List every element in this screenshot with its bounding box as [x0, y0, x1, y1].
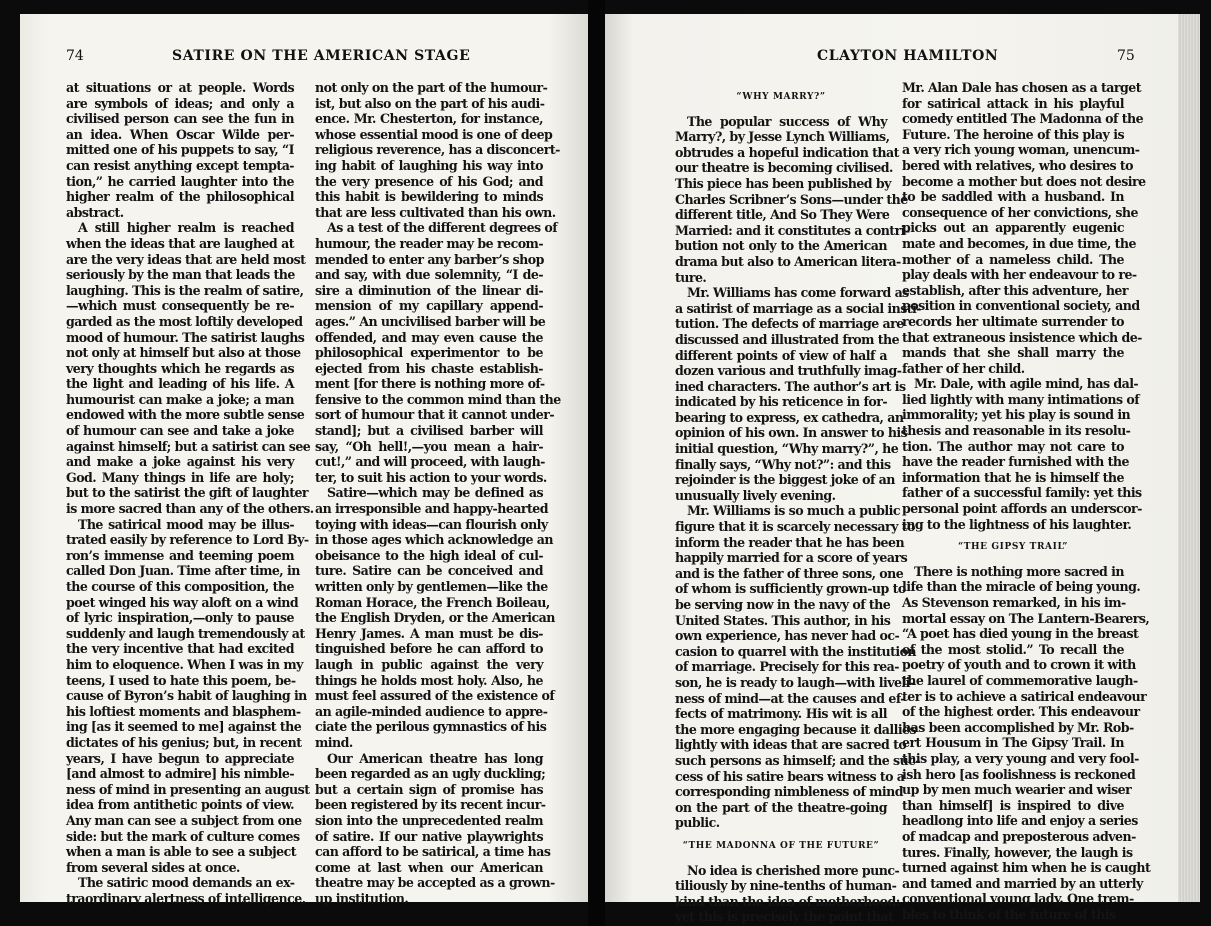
text-line: the course of this composition, the: [66, 579, 294, 594]
text-line: can afford to be satirical, a time has: [315, 844, 551, 860]
text-line: lightly with ideas that are sacred to: [675, 737, 907, 753]
text-line: and make a joke against his very: [66, 454, 294, 470]
text-line: an idea. When Oscar Wilde per-: [66, 126, 294, 142]
text-line: ejected from his chaste establish-: [315, 360, 543, 376]
text-line: fects of matrimony. His wit is all: [675, 706, 887, 722]
text-line: of marriage. Precisely for this rea-: [675, 659, 899, 675]
text-line: say, “Oh hell!,—you mean a hair-: [315, 438, 543, 454]
text-line: Our American theatre has long: [327, 750, 543, 766]
text-line: mension of my capillary append-: [315, 298, 543, 314]
text-line: whose essential mood is one of deep: [315, 126, 553, 142]
text-line: things he holds most holy. Also, he: [315, 672, 543, 688]
text-line: dictates of his genius; but, in recent: [66, 734, 302, 750]
text-line: trated easily by reference to Lord By-: [66, 532, 309, 548]
text-line: humour, the reader may be recom-: [315, 235, 543, 251]
text-line: of the highest order. This endeavour: [902, 704, 1140, 720]
text-line: drama but also to American litera-: [675, 253, 901, 269]
text-line: higher realm of the philosophical: [66, 189, 294, 205]
text-line: casion to quarrel with the institution: [675, 643, 917, 659]
text-line: bered with relatives, who desires to: [902, 157, 1134, 173]
text-line: of satire. If our native playwrights: [315, 828, 543, 844]
text-line: Mr. Alan Dale has chosen as a target: [902, 80, 1141, 95]
text-line: bution not only to the American: [675, 238, 887, 254]
page-number-right: 75: [1117, 48, 1135, 64]
text-line: offended, and may even cause the: [315, 329, 543, 345]
text-line: than himself] is inspired to dive: [902, 797, 1124, 813]
text-line: tiliously by nine-tenths of human-: [675, 878, 897, 894]
text-line: A still higher realm is reached: [78, 220, 294, 236]
text-line: kind than the idea of motherhood:: [675, 893, 900, 909]
text-line: up institution.: [315, 890, 409, 906]
text-line: information that he is himself the: [902, 469, 1124, 485]
text-line: the very incentive that had excited: [66, 641, 294, 657]
text-line: cess of his satire bears witness to a: [675, 768, 905, 784]
text-line: years, I have begun to appreciate: [66, 750, 294, 766]
text-line: idea from antithetic points of view.: [66, 797, 294, 813]
text-line: Any man can see a subject from one: [66, 812, 302, 828]
text-line: comedy entitled The Madonna of the: [902, 111, 1144, 127]
text-line: suddenly and laugh tremendously at: [66, 625, 305, 641]
text-line: come at last when our American: [315, 859, 543, 875]
text-line: an irresponsible and happy-hearted: [315, 501, 548, 517]
text-line: not only on the part of the humour-: [315, 80, 548, 95]
text-line: toying with ideas—can flourish only: [315, 516, 548, 532]
text-line: of humour can see and take a joke: [66, 423, 294, 439]
text-line: tinguished before he can afford to: [315, 641, 543, 657]
text-line: ron’s immense and teeming poem: [66, 547, 294, 563]
text-line: of madcap and preposterous adven-: [902, 828, 1136, 844]
text-line: religious reverence, has a disconcert-: [315, 142, 560, 158]
left-column-1: [66, 80, 314, 906]
text-line: inform the reader that he has been: [675, 534, 905, 550]
text-line: has been accomplished by Mr. Rob-: [902, 719, 1134, 735]
text-line: unusually lively evening.: [675, 487, 836, 503]
text-line: sion into the unprecedented realm: [315, 812, 543, 828]
text-line: ture. Satire can be conceived and: [315, 563, 543, 579]
text-line: picks out an apparently eugenic: [902, 220, 1124, 236]
text-line: this habit is bewildering to minds: [315, 189, 543, 205]
text-line: from several sides at once.: [66, 859, 240, 875]
text-line: Future. The heroine of this play is: [902, 126, 1124, 142]
text-line: As a test of the different degrees of: [327, 220, 558, 236]
text-line: theatre may be accepted as a grown-: [315, 875, 555, 891]
text-line: bles to think of the future of this: [902, 906, 1116, 922]
text-line: be serving now in the navy of the: [675, 597, 891, 612]
text-line: mate and becomes, in due time, the: [902, 235, 1136, 251]
text-line: have the reader furnished with the: [902, 454, 1129, 470]
text-line: lied lightly with many intimations of: [902, 391, 1140, 407]
text-line: on the part of the theatre-going: [675, 799, 887, 815]
text-line: mended to enter any barber’s shop: [315, 251, 544, 267]
text-line: ages.” An uncivilised barber will be: [315, 313, 546, 329]
section-gap: [902, 556, 1124, 564]
text-line: mitted one of his puppets to say, “I: [66, 142, 294, 158]
text-line: mands that she shall marry the: [902, 345, 1124, 361]
section-gap: [902, 532, 1124, 540]
left-column-2: [315, 80, 561, 906]
text-line: own experience, has never had oc-: [675, 628, 900, 644]
text-line: can resist anything except tempta-: [66, 157, 294, 173]
section-heading-why-marry: “WHY MARRY?”: [736, 92, 826, 102]
text-line: This piece has been published by: [675, 175, 891, 191]
text-line: teens, I used to hate this poem, be-: [66, 672, 296, 688]
text-line: Mr. Williams is so much a public: [687, 503, 900, 519]
text-line: [and almost to admire] his nimble-: [66, 766, 294, 782]
text-line: No idea is cherished more punc-: [687, 862, 900, 878]
text-line: mood of humour. The satirist laughs: [66, 329, 305, 345]
text-line: in those ages which acknowledge an: [315, 532, 554, 548]
text-line: civilised person can see the fun in: [66, 111, 294, 127]
text-line: stand]; but a civilised barber will: [315, 423, 543, 439]
text-line: poet winged his way aloft on a wind: [66, 594, 299, 610]
text-line: a satirist of marriage as a social insti-: [675, 300, 921, 316]
text-line: father of her child.: [902, 360, 1025, 376]
text-line: obeisance to the high ideal of cul-: [315, 547, 543, 563]
section-heading-gipsy-trail: “THE GIPSY TRAIL”: [957, 542, 1068, 553]
text-line: ing [as it seemed to me] against the: [66, 719, 302, 735]
text-line: son, he is ready to laugh—with liveli-: [675, 674, 915, 690]
section-gap: [675, 106, 887, 114]
text-line: obtrudes a hopeful indication that: [675, 144, 899, 160]
text-line: records her ultimate surrender to: [902, 313, 1124, 329]
text-line: United States. This author, in his: [675, 612, 891, 628]
text-line: a very rich young woman, unencum-: [902, 142, 1140, 158]
text-line: garded as the most loftily developed: [66, 313, 303, 329]
text-line: dozen various and truthfully imag-: [675, 363, 902, 379]
text-line: Mr. Dale, with agile mind, has dal-: [914, 376, 1139, 392]
text-line: headlong into life and enjoy a series: [902, 813, 1138, 829]
text-line: ness of mind—at the causes and ef-: [675, 690, 905, 706]
text-line: this play, a very young and very fool-: [902, 750, 1139, 766]
left-page: [20, 14, 588, 906]
book-gutter: [588, 0, 605, 926]
text-line: not only at himself but also at those: [66, 345, 301, 361]
text-line: called Don Juan. Time after time, in: [66, 563, 300, 579]
text-line: and say, with due solemnity, “I de-: [315, 267, 543, 283]
text-line: poetry of youth and to crown it with: [902, 657, 1136, 673]
text-line: ined characters. The author’s art is: [675, 378, 906, 394]
text-line: ist, but also on the part of his audi-: [315, 95, 545, 111]
text-line: been registered by its recent incur-: [315, 797, 546, 813]
text-line: father of a successful family: yet this: [902, 485, 1142, 501]
text-line: his loftiest moments and blasphem-: [66, 703, 301, 719]
text-line: tion,” he carried laughter into the: [66, 173, 294, 189]
text-line: abstract.: [66, 204, 124, 220]
text-line: rejoinder is the biggest joke of an: [675, 472, 895, 488]
text-line: and is the father of three sons, one: [675, 565, 904, 581]
text-line: consequence of her convictions, she: [902, 204, 1138, 220]
text-line: mother of a nameless child. The: [902, 251, 1124, 267]
text-line: but to the satirist the gift of laughter: [66, 485, 309, 501]
running-head-left: SATIRE ON THE AMERICAN STAGE: [172, 48, 471, 64]
text-line: tures. Finally, however, the laugh is: [902, 844, 1133, 860]
text-line: traordinary alertness of intelligence,: [66, 890, 306, 906]
text-line: thesis and reasonable in its resolu-: [902, 423, 1131, 439]
text-line: sort of humour that it cannot under-: [315, 407, 554, 423]
text-line: position in conventional society, and: [902, 298, 1140, 314]
text-line: Marry?, by Jesse Lynch Williams,: [675, 129, 890, 145]
text-line: of whom is sufficiently grown-up to: [675, 581, 906, 597]
text-line: philosophical experimentor to be: [315, 345, 543, 361]
text-line: figure that it is scarcely necessary to: [675, 519, 915, 535]
text-line: ture.: [675, 269, 707, 285]
text-line: very thoughts which he regards as: [66, 360, 294, 376]
text-line: the laurel of commemorative laugh-: [902, 672, 1138, 688]
text-line: cause of Byron’s habit of laughing in: [66, 688, 307, 704]
right-column-1: [675, 90, 921, 925]
text-line: the English Dryden, or the American: [315, 610, 555, 626]
text-line: must feel assured of the existence of: [315, 688, 555, 704]
text-line: The satirical mood may be illus-: [78, 516, 294, 532]
text-line: discussed and illustrated from the: [675, 331, 900, 347]
text-line: that extraneous insistence which de-: [902, 329, 1142, 345]
text-line: The satiric mood demands an ex-: [78, 875, 295, 891]
text-line: As Stevenson remarked, in his im-: [902, 595, 1126, 610]
text-line: corresponding nimbleness of mind: [675, 784, 904, 800]
section-heading-madonna: “THE MADONNA OF THE FUTURE”: [682, 840, 880, 851]
text-line: different title, And So They Were: [675, 207, 890, 223]
text-line: Married: and it constitutes a contri-: [675, 222, 910, 238]
text-line: to be saddled with a husband. In: [902, 189, 1124, 205]
text-line: sire a diminution of the linear di-: [315, 282, 543, 298]
text-line: different points of view of half a: [675, 347, 887, 363]
page-edge-stack: [1178, 14, 1200, 902]
text-line: initial question, “Why marry?”, he: [675, 441, 899, 457]
text-line: The popular success of Why: [687, 113, 887, 129]
text-line: ish hero [as foolishness is reckoned: [902, 766, 1136, 782]
text-line: is more sacred than any of the others.: [66, 501, 314, 517]
text-line: establish, after this adventure, her: [902, 282, 1128, 298]
text-line: an agile-minded audience to appre-: [315, 703, 548, 719]
text-line: seriously by the man that leads the: [66, 267, 295, 283]
text-line: bearing to express, ex cathedra, an: [675, 409, 904, 425]
text-line: are symbols of ideas; and only a: [66, 95, 294, 111]
text-line: laughing. This is the realm of satire,: [66, 282, 304, 298]
text-line: life than the miracle of being young.: [902, 579, 1141, 595]
text-line: yet this is precisely the point that: [675, 909, 894, 925]
text-line: turned against him when he is caught: [902, 860, 1151, 876]
text-line: the very presence of his God; and: [315, 173, 543, 189]
text-line: play deals with her endeavour to re-: [902, 267, 1137, 283]
text-line: God. Many things in life are holy;: [66, 469, 294, 485]
right-column-2: [902, 80, 1151, 922]
text-line: side: but the mark of culture comes: [66, 828, 300, 844]
text-line: ert Housum in The Gipsy Trail. In: [902, 735, 1124, 751]
text-line: ness of mind in presenting an august: [66, 781, 310, 797]
text-line: ing habit of laughing his way into: [315, 157, 543, 173]
text-line: ter is to achieve a satirical endeavour: [902, 688, 1147, 704]
running-head-right: CLAYTON HAMILTON: [817, 48, 999, 64]
text-line: been regarded as an ugly duckling;: [315, 766, 546, 782]
text-line: personal point affords an underscor-: [902, 501, 1142, 517]
text-line: “A poet has died young in the breast: [902, 626, 1139, 642]
text-line: ence. Mr. Chesterton, for instance,: [315, 111, 543, 127]
text-line: when the ideas that are laughed at: [66, 235, 294, 251]
text-line: but a certain sign of promise has: [315, 781, 543, 797]
text-line: such persons as himself; and the suc-: [675, 752, 920, 768]
text-line: become a mother but does not desire: [902, 173, 1146, 189]
text-line: fensive to the common mind than the: [315, 391, 561, 407]
text-line: opinion of his own. In answer to his: [675, 425, 908, 441]
text-line: him to eloquence. When I was in my: [66, 656, 303, 672]
text-line: at situations or at people. Words: [66, 80, 294, 95]
text-line: tion. The author may not care to: [902, 438, 1124, 454]
text-line: the more engaging because it dallies: [675, 721, 917, 737]
text-line: are the very ideas that are held most: [66, 251, 306, 267]
text-line: Mr. Williams has come forward as: [687, 285, 909, 301]
text-line: tution. The defects of marriage are: [675, 316, 904, 332]
text-line: the light and leading of his life. A: [66, 376, 294, 392]
text-line: ment [for there is nothing more of-: [315, 376, 545, 392]
text-line: ing to the lightness of his laughter.: [902, 516, 1132, 532]
text-line: conventional young lady. One trem-: [902, 891, 1134, 907]
text-line: ter, to suit his action to your words.: [315, 469, 547, 485]
text-line: against himself; but a satirist can see: [66, 438, 311, 454]
text-line: finally says, “Why not?”: and this: [675, 456, 891, 472]
text-line: Roman Horace, the French Boileau,: [315, 594, 550, 610]
text-line: up by men much wearier and wiser: [902, 782, 1132, 798]
right-page: [605, 14, 1178, 925]
text-line: mind.: [315, 734, 353, 750]
text-line: that are less cultivated than his own.: [315, 204, 556, 220]
text-line: public.: [675, 815, 720, 831]
text-line: written only by gentlemen—like the: [315, 579, 548, 594]
section-gap: [675, 831, 887, 839]
text-line: when a man is able to see a subject: [66, 844, 297, 860]
text-line: cut!,” and will proceed, with laugh-: [315, 454, 545, 470]
text-line: endowed with the more subtle sense: [66, 407, 305, 423]
text-line: Satire—which may be defined as: [327, 485, 543, 501]
text-line: and tamed and married by an utterly: [902, 875, 1143, 891]
text-line: ciate the perilous gymnastics of his: [315, 719, 547, 735]
text-line: Charles Scribner’s Sons—under the: [675, 191, 908, 207]
text-line: There is nothing more sacred in: [914, 563, 1124, 579]
text-line: our theatre is becoming civilised.: [675, 160, 893, 176]
text-line: of lyric inspiration,—only to pause: [66, 610, 294, 626]
page-number-left: 74: [66, 48, 84, 64]
text-line: for satirical attack in his playful: [902, 95, 1124, 111]
section-gap: [675, 855, 887, 863]
text-line: indicated by his reticence in for-: [675, 394, 887, 410]
text-line: Henry James. A man must be dis-: [315, 625, 543, 641]
text-line: happily married for a score of years: [675, 550, 908, 566]
text-line: laugh in public against the very: [315, 656, 543, 672]
text-line: —which must consequently be re-: [66, 298, 294, 314]
text-line: immorality; yet his play is sound in: [902, 407, 1131, 423]
text-line: mortal essay on The Lantern-Bearers,: [902, 610, 1150, 626]
text-line: humourist can make a joke; a man: [66, 391, 294, 407]
text-line: of the most stolid.” To recall the: [902, 641, 1124, 657]
